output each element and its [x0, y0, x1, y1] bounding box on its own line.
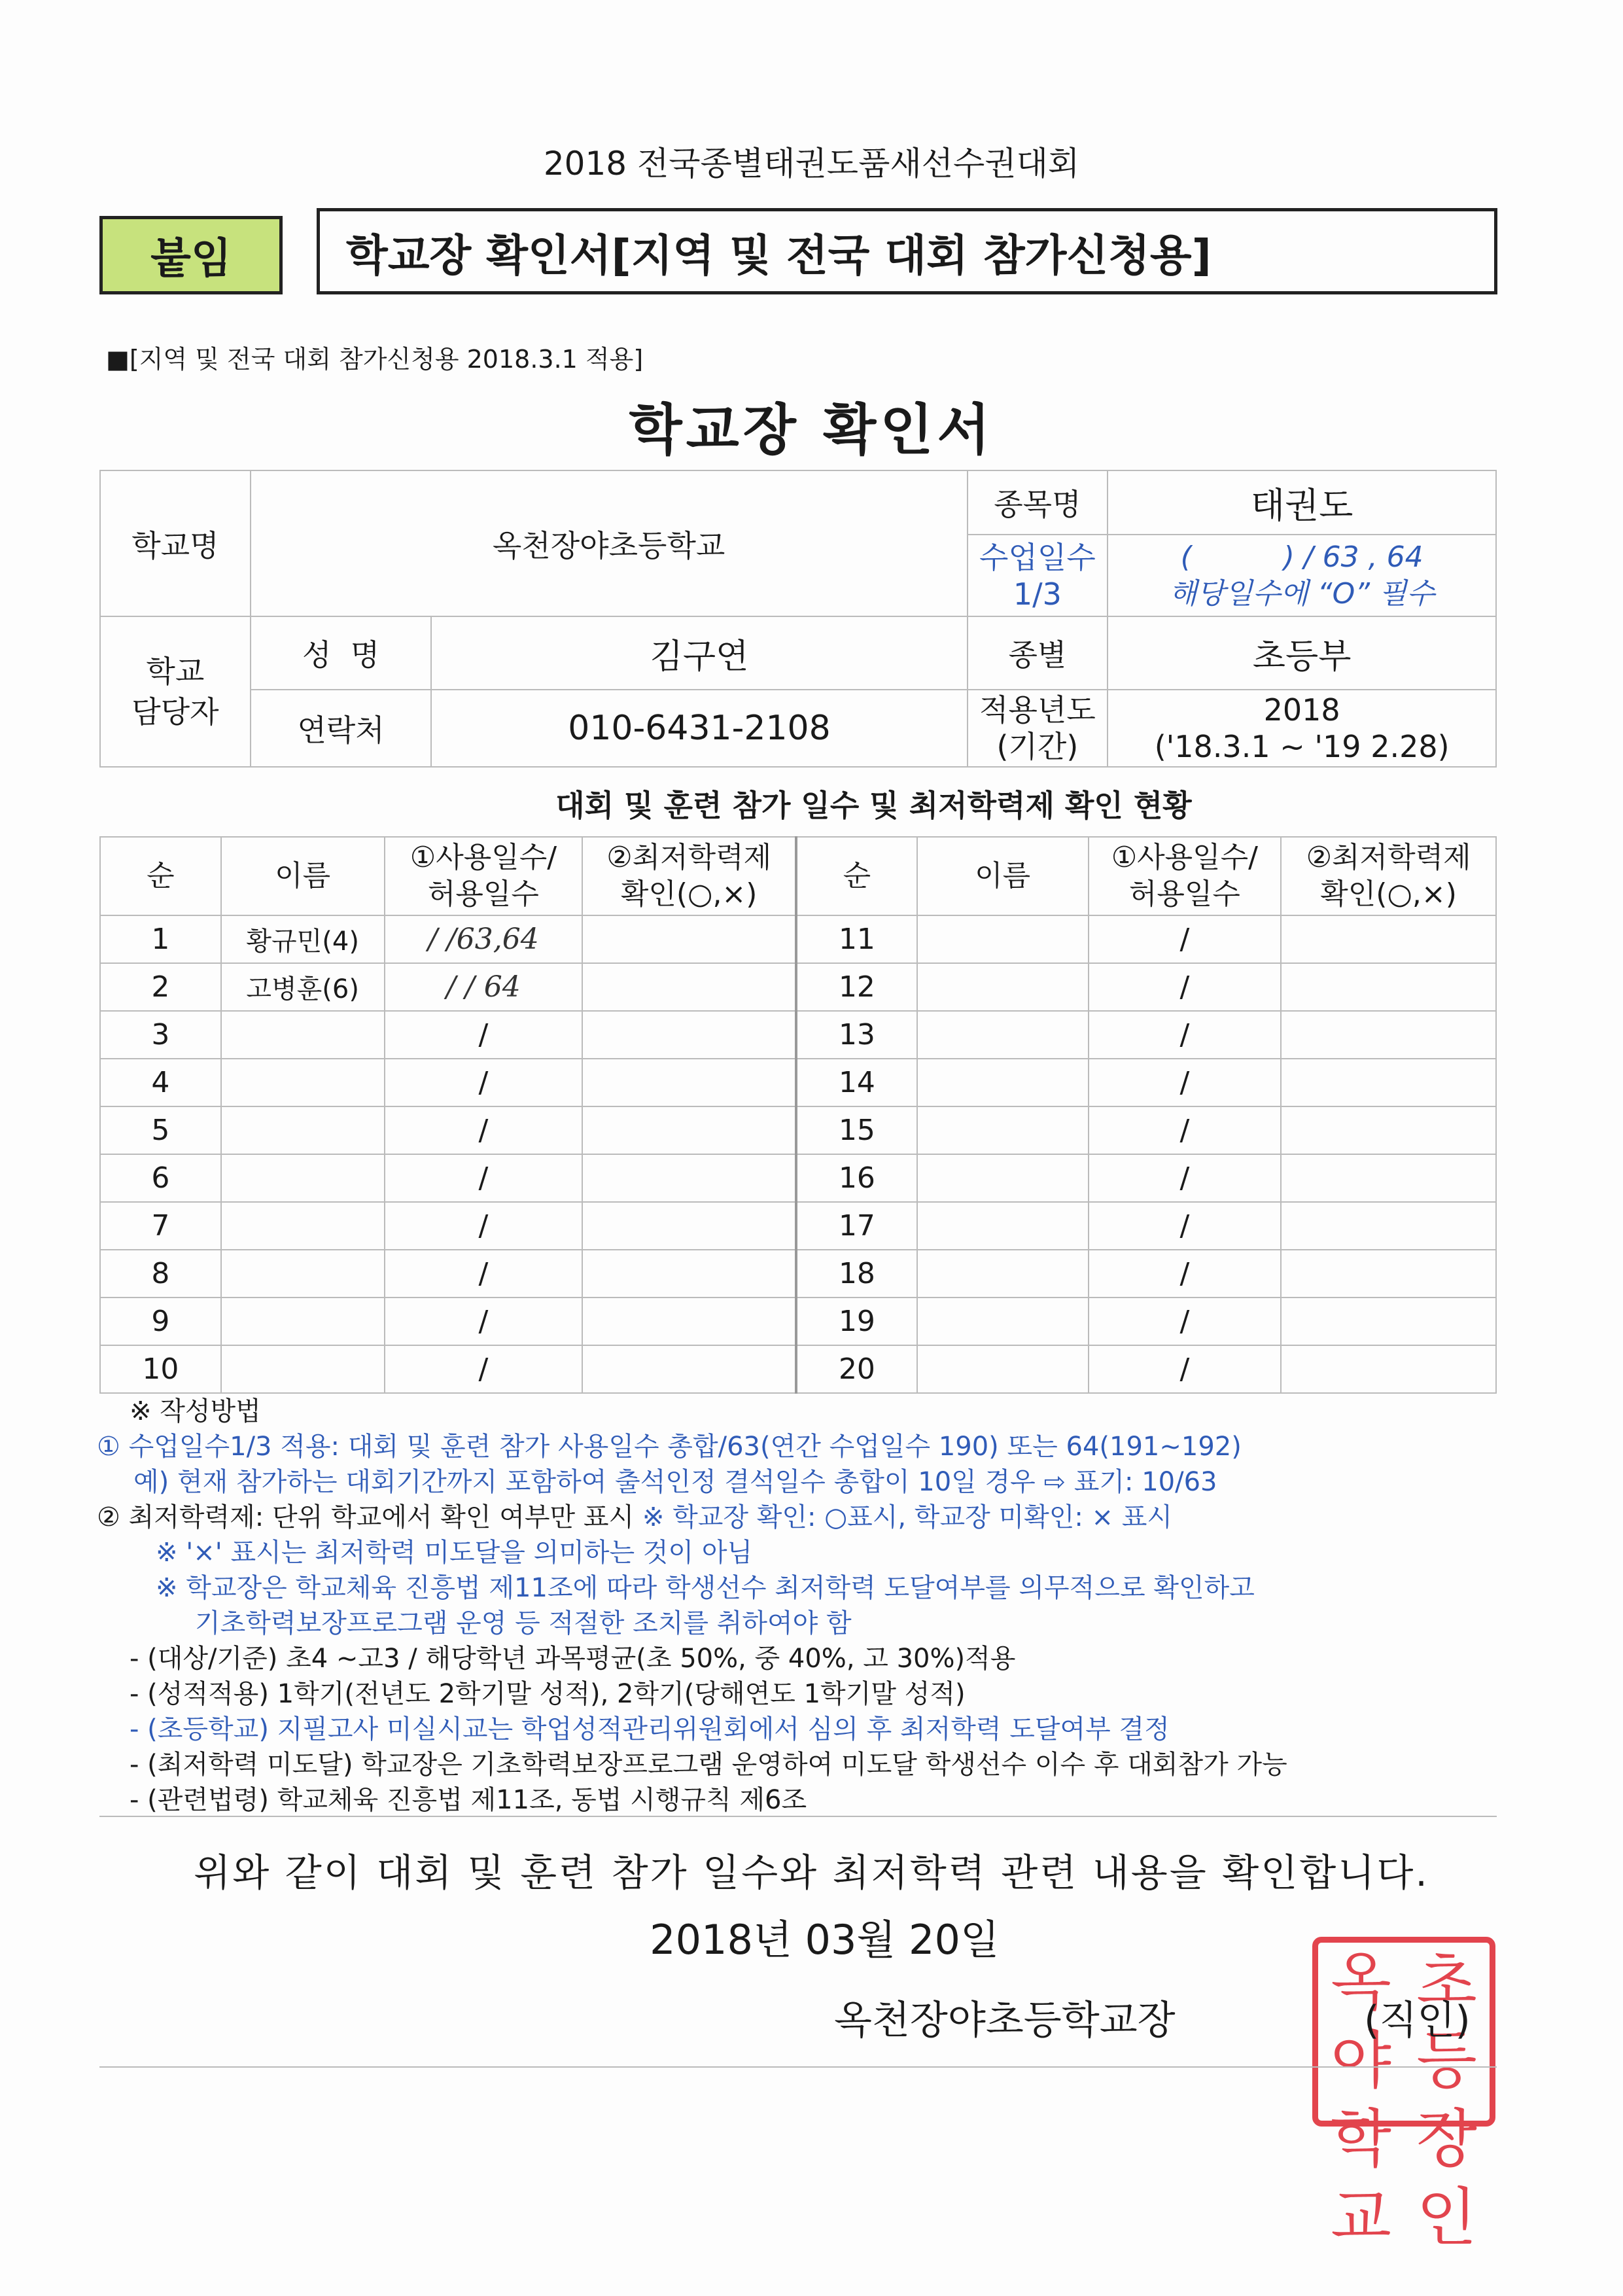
- confirm-text: 위와 같이 대회 및 훈련 참가 일수와 최저학력 관련 내용을 확인합니다.: [194, 1850, 1429, 1895]
- row-check: [582, 1202, 796, 1250]
- col-min-2: ②최저학력제 확인(○,×): [1281, 837, 1496, 915]
- sport-label: 종목명: [968, 470, 1108, 535]
- row-no: 10: [100, 1345, 221, 1393]
- row-days: /: [385, 1298, 583, 1345]
- row-no: 17: [796, 1202, 917, 1250]
- row-check: [582, 1011, 796, 1059]
- note-9: - (관련법령) 학교체육 진흥법 제11조, 동법 시행규칙 제6조: [130, 1785, 807, 1815]
- row-no: 1: [100, 915, 221, 963]
- seal-char: 옥야: [1331, 1945, 1391, 2097]
- row-no: 20: [796, 1345, 917, 1393]
- row-name: [221, 1011, 385, 1059]
- year-value: 2018 ('18.3.1 ~ '19 2.28): [1108, 690, 1496, 767]
- instructions: [97, 1394, 1536, 1818]
- bottom-divider: [99, 2066, 1497, 2068]
- row-no: 7: [100, 1202, 221, 1250]
- notice: ■[지역 및 전국 대회 참가신청용 2018.3.1 적용]: [106, 345, 644, 374]
- table-row: [100, 1202, 1496, 1250]
- date: 2018년 03월 20일: [650, 1916, 1000, 1964]
- row-days: /: [385, 1154, 583, 1202]
- row-name: [221, 1106, 385, 1154]
- row-name: [917, 1011, 1089, 1059]
- row-check: [1281, 1298, 1496, 1345]
- row-no: 15: [796, 1106, 917, 1154]
- row-days: /: [1089, 915, 1282, 963]
- row-name: [917, 1059, 1089, 1106]
- note-1: ① 수업일수1/3 적용: 대회 및 훈련 참가 사용일수 총합/63(연간 수업일수 190) 또는 64(191~192): [97, 1432, 1242, 1462]
- note-4b: 기초학력보장프로그램 운영 등 적절한 조치를 취하여야 함: [195, 1608, 852, 1638]
- row-check: [1281, 963, 1496, 1011]
- row-days: /: [1089, 963, 1282, 1011]
- col-no-2: 순: [796, 837, 917, 915]
- row-check: [1281, 1106, 1496, 1154]
- row-name: [221, 1059, 385, 1106]
- table-row: [100, 1059, 1496, 1106]
- row-no: 6: [100, 1154, 221, 1202]
- row-days: /: [1089, 1011, 1282, 1059]
- row-no: 11: [796, 915, 917, 963]
- row-days: /: [385, 1202, 583, 1250]
- row-name: [917, 1154, 1089, 1202]
- row-check: [582, 1106, 796, 1154]
- division-label: 종별: [968, 616, 1108, 690]
- row-name: [221, 1345, 385, 1393]
- contact-person-label: 학교 담당자: [100, 616, 251, 767]
- row-check: [1281, 1345, 1496, 1393]
- row-name: 황규민(4): [221, 915, 385, 963]
- note-1-example: 예) 현재 참가하는 대회기간까지 포함하여 출석인정 결석일수 총합이 10일 경우 ⇨ 표기: 10/63: [133, 1467, 1217, 1497]
- instructions-heading: ※ 작성방법: [130, 1396, 261, 1426]
- row-name: [221, 1298, 385, 1345]
- classdays-value: ( ) / 63 , 64 해당일수에 “O” 필수: [1108, 535, 1496, 616]
- row-no: 13: [796, 1011, 917, 1059]
- col-no: 순: [100, 837, 221, 915]
- row-no: 8: [100, 1250, 221, 1298]
- note-7: - (초등학교) 지필고사 미실시교는 학업성적관리위원회에서 심의 후 최저학력 도달여부 결정: [130, 1714, 1170, 1744]
- school-label: 학교명: [100, 470, 251, 616]
- row-name: 고병훈(6): [221, 963, 385, 1011]
- row-check: [1281, 1250, 1496, 1298]
- row-name: [917, 1106, 1089, 1154]
- col-min: ②최저학력제 확인(○,×): [582, 837, 796, 915]
- col-days: ①사용일수/ 허용일수: [385, 837, 583, 915]
- year-label: 적용년도 (기간): [968, 690, 1108, 767]
- row-no: 4: [100, 1059, 221, 1106]
- row-name: [917, 963, 1089, 1011]
- row-check: [582, 915, 796, 963]
- classdays-label: 수업일수 1/3: [968, 535, 1108, 616]
- row-name: [917, 1298, 1089, 1345]
- note-5: - (대상/기준) 초4 ~고3 / 해당학년 과목평균(초 50%, 중 40%, 고 30%)적용: [130, 1644, 1016, 1674]
- row-no: 19: [796, 1298, 917, 1345]
- event-title: 2018 전국종별태권도품새선수권대회: [543, 145, 1080, 183]
- seal-char: 초등: [1416, 1945, 1477, 2097]
- divider: [99, 1816, 1497, 1817]
- participation-table: [99, 836, 1497, 1394]
- row-days: /: [385, 1250, 583, 1298]
- info-table: [99, 470, 1497, 768]
- table-row: [100, 1106, 1496, 1154]
- row-days: /: [1089, 1345, 1282, 1393]
- row-name: [917, 1345, 1089, 1393]
- note-6: - (성적적용) 1학기(전년도 2학기말 성적), 2학기(당해연도 1학기말 성적): [130, 1679, 966, 1709]
- row-no: 12: [796, 963, 917, 1011]
- row-check: [582, 1298, 796, 1345]
- row-days: /: [1089, 1154, 1282, 1202]
- row-no: 16: [796, 1154, 917, 1202]
- row-no: 18: [796, 1250, 917, 1298]
- phone-value: 010-6431-2108: [431, 690, 967, 767]
- row-check: [1281, 1202, 1496, 1250]
- row-name: [917, 1202, 1089, 1250]
- row-days: /: [385, 1106, 583, 1154]
- table-header-row: [100, 837, 1496, 915]
- row-days: /: [1089, 1059, 1282, 1106]
- row-check: [1281, 1059, 1496, 1106]
- row-no: 9: [100, 1298, 221, 1345]
- section-title: 대회 및 훈련 참가 일수 및 최저학력제 확인 현황: [555, 788, 1192, 823]
- row-no: 5: [100, 1106, 221, 1154]
- row-days: /: [385, 1059, 583, 1106]
- row-name: [917, 915, 1089, 963]
- table-row: [100, 963, 1496, 1011]
- division-value: 초등부: [1108, 616, 1496, 690]
- row-no: 3: [100, 1011, 221, 1059]
- table-row: [100, 1154, 1496, 1202]
- note-3: ※ '×' 표시는 최저학력 미도달을 의미하는 것이 아님: [156, 1538, 753, 1568]
- sport-value: 태권도: [1108, 470, 1496, 535]
- note-2: ② 최저학력제: 단위 학교에서 확인 여부만 표시 ※ 학교장 확인: ○표시, 학교장 미확인: × 표시: [97, 1502, 1173, 1532]
- row-check: [582, 1345, 796, 1393]
- row-check: [582, 963, 796, 1011]
- row-days: /: [1089, 1202, 1282, 1250]
- table-row: [100, 1345, 1496, 1393]
- school-name: 옥천장야초등학교: [251, 470, 968, 616]
- note-4: ※ 학교장은 학교체육 진흥법 제11조에 따라 학생선수 최저학력 도달여부를 의무적으로 확인하고: [156, 1573, 1255, 1603]
- doc-title: 학교장 확인서: [629, 398, 994, 462]
- col-name-2: 이름: [917, 837, 1089, 915]
- row-name: [221, 1154, 385, 1202]
- row-name: [221, 1250, 385, 1298]
- row-check: [582, 1250, 796, 1298]
- col-days-2: ①사용일수/ 허용일수: [1089, 837, 1282, 915]
- phone-label: 연락처: [251, 690, 432, 767]
- col-name: 이름: [221, 837, 385, 915]
- header-title: 학교장 확인서[지역 및 전국 대회 참가신청용]: [317, 208, 1497, 294]
- principal-name: 옥천장야초등학교장: [834, 1998, 1176, 2043]
- seal-char: 장인: [1416, 2102, 1477, 2254]
- row-name: [917, 1250, 1089, 1298]
- row-days: /: [1089, 1250, 1282, 1298]
- row-check: [1281, 915, 1496, 963]
- table-row: [100, 915, 1496, 963]
- row-no: 14: [796, 1059, 917, 1106]
- row-check: [582, 1059, 796, 1106]
- note-8: - (최저학력 미도달) 학교장은 기초학력보장프로그램 운영하여 미도달 학생선수 이수 후 대회참가 가능: [130, 1750, 1287, 1780]
- seal-mark: (직인): [1364, 1998, 1471, 2043]
- row-days: /: [1089, 1298, 1282, 1345]
- table-row: [100, 1250, 1496, 1298]
- row-name: [221, 1202, 385, 1250]
- seal-char: 학교: [1331, 2102, 1391, 2254]
- row-days: /: [385, 1011, 583, 1059]
- row-no: 2: [100, 963, 221, 1011]
- row-check: [1281, 1154, 1496, 1202]
- table-row: [100, 1011, 1496, 1059]
- name-value: 김구연: [431, 616, 967, 690]
- row-days: / /63,64: [385, 915, 583, 963]
- name-label: 성 명: [251, 616, 432, 690]
- row-check: [1281, 1011, 1496, 1059]
- row-days: /: [1089, 1106, 1282, 1154]
- row-days: / / 64: [385, 963, 583, 1011]
- row-check: [582, 1154, 796, 1202]
- row-days: /: [385, 1345, 583, 1393]
- attachment-label: 붙임: [99, 216, 283, 294]
- table-row: [100, 1298, 1496, 1345]
